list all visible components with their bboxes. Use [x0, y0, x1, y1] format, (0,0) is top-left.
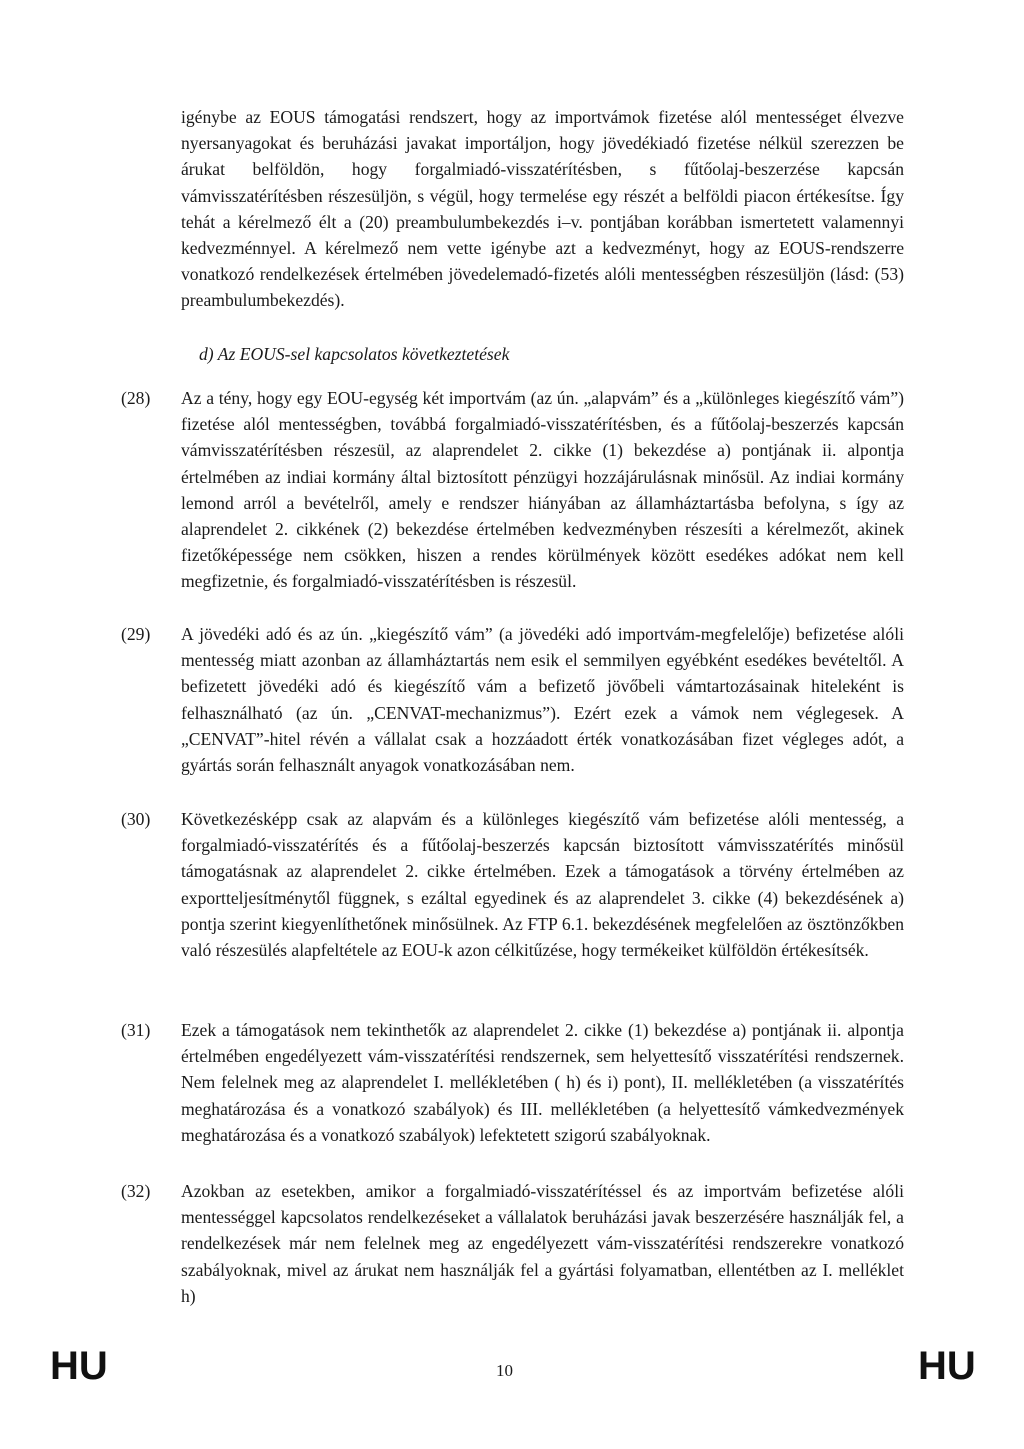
section-subheading: d) Az EOUS-sel kapcsolatos következtetések — [199, 344, 510, 364]
paragraph-text: Ezek a támogatások nem tekinthetők az alaprendelet 2. cikke (1) bekezdése a) pontjának ii. alpontja értelmében engedélyezett vám-visszatérítési rendszernek, sem helyettesítő visszatérítési rendszernek. Nem felelnek meg az alaprendelet I. mellékletében ( h) és i) pont), II. mellékletében (a visszatérítés meghatározása és a vonatkozó szabályok) és III. mellékletében (a helyettesítő vámkedvezmények meghatározása és a vonatkozó szabályok) lefektetett szigorú szabályoknak. — [181, 1020, 904, 1145]
paragraph-text: A jövedéki adó és az ún. „kiegészítő vám” (a jövedéki adó importvám-megfelelője) befizetése alóli mentesség miatt azonban az államháztartás nem esik el semmilyen egyébként esedékes bevételtől. A befizetett jövedéki adó és kiegészítő vám a befizető jövőbeli vámtartozásainak hiteleként is felhasználható (az ún. „CENVAT-mechanizmus”). Ezért ezek a vámok nem véglegesek. A „CENVAT”-hitel révén a vállalat csak a hozzáadott érték vonatkozásában fizet végleges adót, a gyártás során felhasznált anyagok vonatkozásában nem. — [181, 624, 904, 776]
paragraph-number: (31) — [121, 1020, 151, 1040]
intro-paragraph: igénybe az EOUS támogatási rendszert, hogy az importvámok fizetése alól mentességet élvezve nyersanyagokat és beruházási javakat importáljon, hogy jövedékiadó fizetése nélkül szerezzen be árukat belföldön, hogy forgalmiadó-visszatérítésben, s fűtőolaj-beszerzése kapcsán vámvisszatérítésben részesüljön, s végül, hogy termelése egy részét a belföldi piacon értékesítse. Így tehát a kérelmező élt a (20) preambulumbekezdés i–v. pontjában korábban ismertetett valamennyi kedvezménnyel. A kérelmező nem vette igénybe azt a kedvezményt, hogy az EOUS-rendszerre vonatkozó rendelkezések értelmében jövedelemadó-fizetés alóli mentességben részesüljön (lásd: (53) preambulumbekezdés). — [181, 107, 904, 311]
footer-language-code-left: HU — [50, 1344, 108, 1388]
paragraph-text: Következésképp csak az alapvám és a különleges kiegészítő vám befizetése alóli mentesség, a forgalmiadó-visszatérítés és a fűtőolaj-beszerzés kapcsán biztosított vámvisszatérítés minősül támogatásnak az alaprendelet 2. cikke értelmében. Ezek a támogatások a törvény értelmében az exportteljesítménytől függnek, s ezáltal egyedinek és az alaprendelet 3. cikke (4) bekezdésének a) pontja szerint kiegyenlíthetőnek minősülnek. Az FTP 6.1. bekezdésének megfelelően az ösztönzőkben való részesülés alapfeltétele az EOU-k azon célkitűzése, hogy termékeiket külföldön értékesítsék. — [181, 809, 904, 961]
paragraph-text: Az a tény, hogy egy EOU-egység két importvám (az ún. „alapvám” és a „különleges kiegészítő vám”) fizetése alól mentességben, továbbá forgalmiadó-visszatérítésben, és a fűtőolaj-beszerzés kapcsán vámvisszatérítésben részesül, az alaprendelet 2. cikke (1) bekezdése a) pontjának ii. alpontja értelmében az indiai kormány által biztosított pénzügyi hozzájárulásnak minősül. Az indiai kormány lemond arról a bevételről, amely e rendszer hiányában az államháztartásba befolyna, s így az alaprendelet 2. cikkének (2) bekezdése értelmében kedvezményben részesíti a kérelmezőt, akinek fizetőképessége nem csökken, hiszen a rendes körülmények között esedékes adókat nem kell megfizetnie, és forgalmiadó-visszatérítésben is részesül. — [181, 388, 904, 592]
paragraph-number: (28) — [121, 388, 151, 408]
paragraph-number: (29) — [121, 624, 151, 644]
paragraph-number: (30) — [121, 809, 151, 829]
footer-language-code-right: HU — [918, 1344, 976, 1388]
paragraph-number: (32) — [121, 1181, 151, 1201]
page-number: 10 — [496, 1361, 513, 1380]
paragraph-text: Azokban az esetekben, amikor a forgalmiadó-visszatérítéssel és az importvám befizetése alóli mentességgel kapcsolatos rendelkezéseket a vállalatok beruházási javak beszerzésére használják fel, a rendelkezések már nem felelnek meg az engedélyezett vám-visszatérítési rendszerekre vonatkozó szabályoknak, mivel az árukat nem használják fel a gyártási folyamatban, ellentétben az I. melléklet h) — [181, 1181, 904, 1306]
